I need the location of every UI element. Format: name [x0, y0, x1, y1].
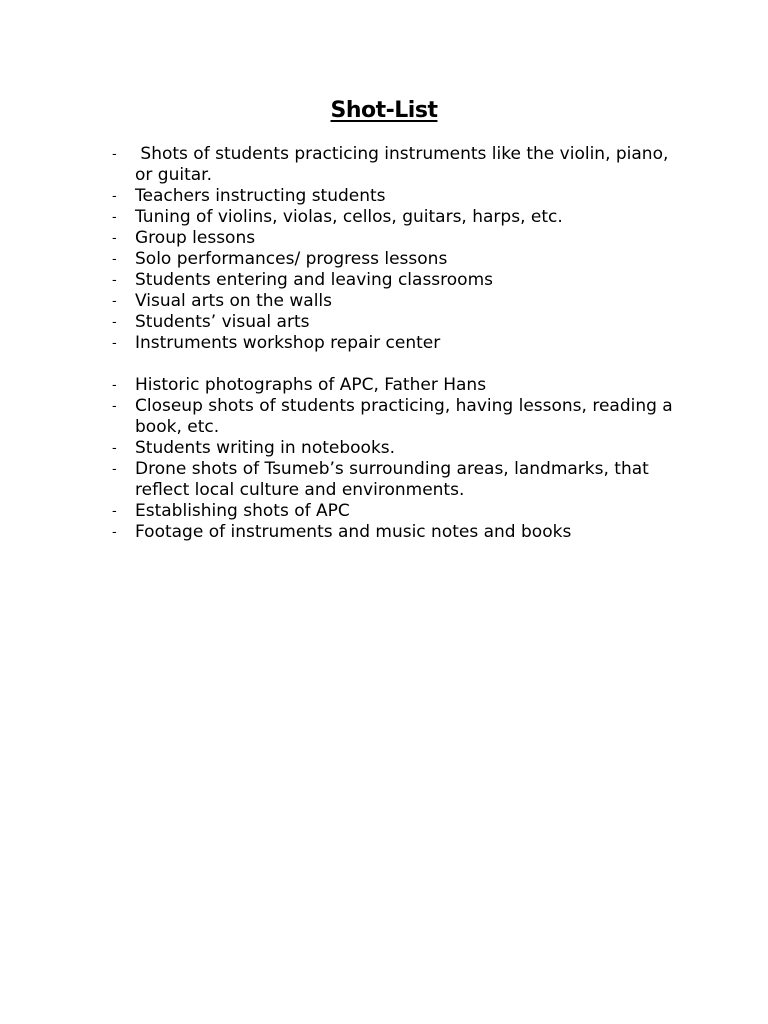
list-item	[110, 333, 690, 354]
list-item	[110, 522, 690, 543]
list-item-text: Solo performances/ progress lessons	[135, 249, 448, 269]
bullet-dash: -	[112, 504, 117, 519]
page-title: Shot-List	[330, 98, 438, 123]
list-item	[110, 228, 690, 249]
list-item-text: Closeup shots of students practicing, having lessons, reading a book, etc.	[135, 396, 679, 437]
bullet-dash: -	[112, 399, 117, 414]
list-item	[110, 459, 690, 501]
bullet-dash: -	[112, 378, 117, 393]
list-item-text: Drone shots of Tsumeb’s surrounding areas, landmarks, that reflect local culture and environments.	[135, 459, 655, 500]
list-item-text: Students writing in notebooks.	[135, 438, 396, 458]
list-item	[110, 207, 690, 228]
list-item	[110, 270, 690, 291]
list-item-text: Establishing shots of APC	[135, 501, 350, 521]
bullet-dash: -	[112, 210, 117, 225]
list-item	[110, 291, 690, 312]
list-item	[110, 312, 690, 333]
bullet-dash: -	[112, 525, 117, 540]
shot-list-group-2	[110, 375, 690, 543]
list-item	[110, 249, 690, 270]
bullet-dash: -	[112, 189, 117, 204]
list-item-text: Footage of instruments and music notes and books	[135, 522, 572, 542]
bullet-dash: -	[112, 336, 117, 351]
list-item-text: Group lessons	[135, 228, 256, 248]
bullet-dash: -	[112, 462, 117, 477]
list-item	[110, 186, 690, 207]
list-item	[110, 501, 690, 522]
list-item-text: Students’ visual arts	[135, 312, 310, 332]
list-item-text: Teachers instructing students	[135, 186, 386, 206]
bullet-dash: -	[112, 273, 117, 288]
shot-list-group-1	[110, 144, 690, 354]
bullet-dash: -	[112, 147, 117, 162]
list-item-text: Shots of students practicing instruments like the violin, piano, or guitar.	[135, 144, 674, 185]
list-item-text: Visual arts on the walls	[135, 291, 332, 311]
list-item	[110, 375, 690, 396]
bullet-dash: -	[112, 294, 117, 309]
bullet-dash: -	[112, 231, 117, 246]
bullet-dash: -	[112, 252, 117, 267]
list-item-text: Historic photographs of APC, Father Hans	[135, 375, 487, 395]
list-item-text: Students entering and leaving classrooms	[135, 270, 493, 290]
list-item	[110, 396, 690, 438]
list-item-text: Instruments workshop repair center	[135, 333, 441, 353]
list-item	[110, 144, 690, 186]
bullet-dash: -	[112, 441, 117, 456]
bullet-dash: -	[112, 315, 117, 330]
list-item	[110, 438, 690, 459]
list-item-text: Tuning of violins, violas, cellos, guitars, harps, etc.	[135, 207, 563, 227]
